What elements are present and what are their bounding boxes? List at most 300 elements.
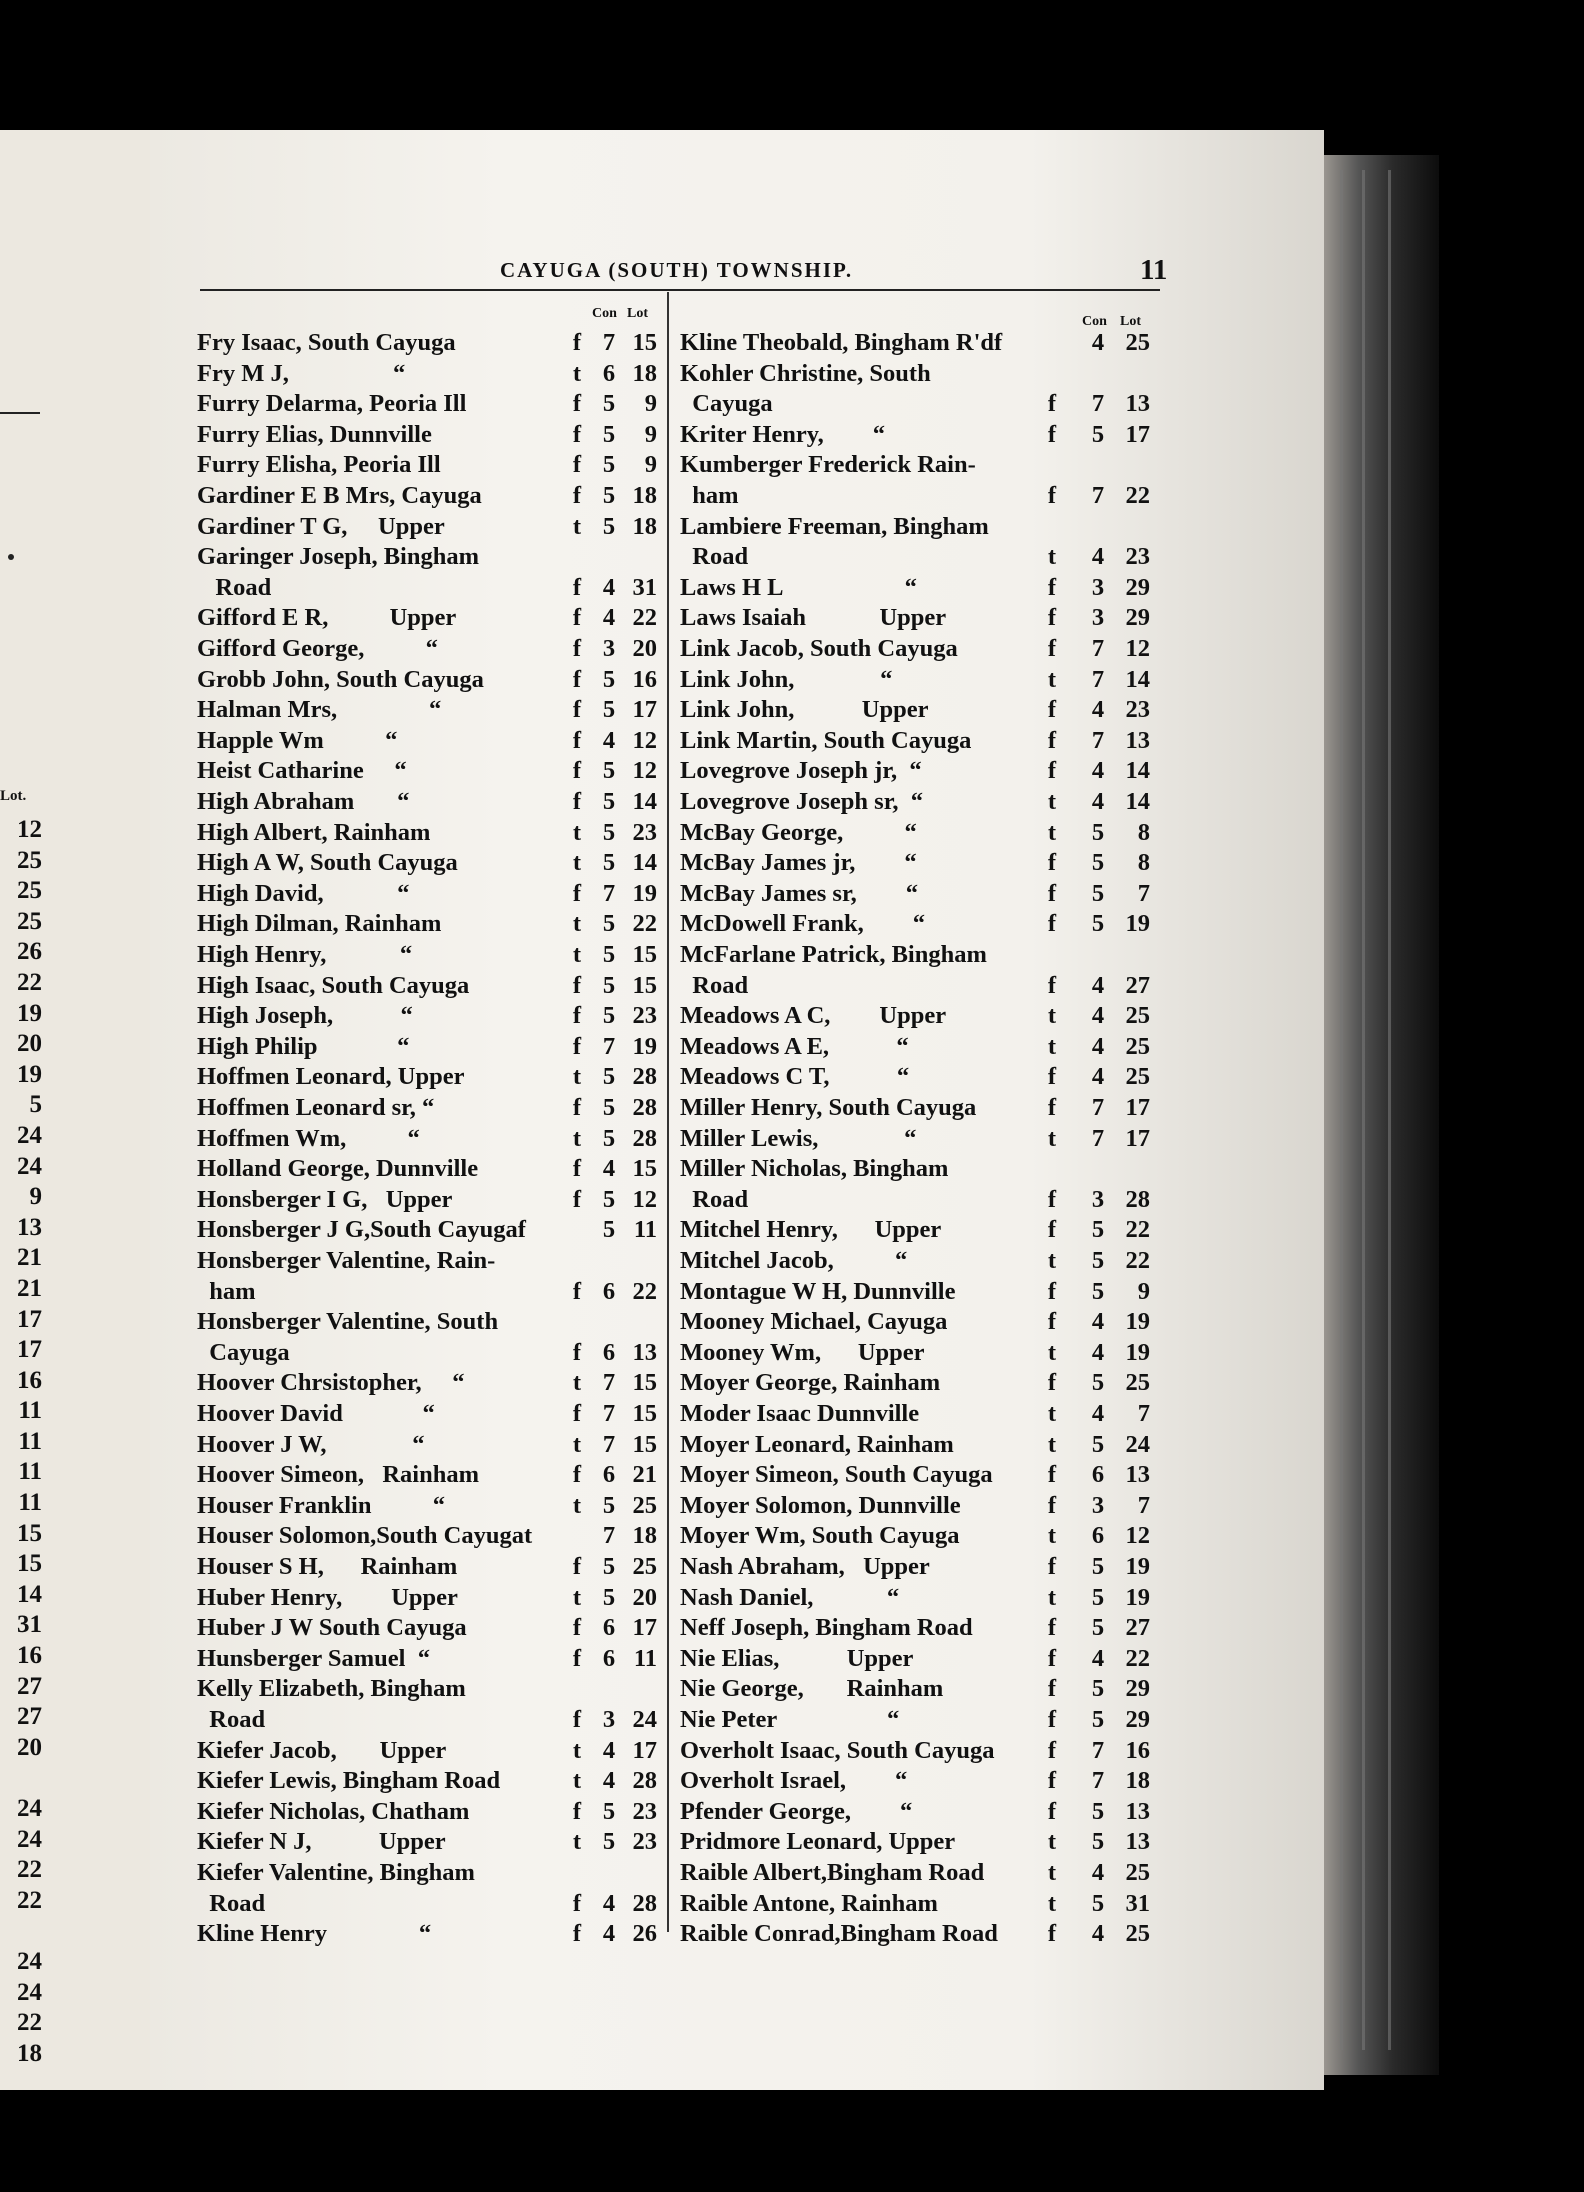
tenure-code: t — [1047, 1828, 1057, 1856]
directory-entry — [197, 1093, 657, 1124]
facing-page-lot-number: 20 — [17, 1733, 42, 1761]
tenure-code: t — [572, 941, 582, 968]
tenure-code: f — [1047, 1308, 1057, 1336]
concession-number: 5 — [602, 1063, 616, 1091]
tenure-code: f — [1047, 1461, 1057, 1489]
tenure-code: t — [1047, 665, 1057, 693]
tenure-code: f — [572, 1002, 582, 1030]
facing-page-lot-number: 21 — [17, 1244, 42, 1272]
entry-name: Raible Conrad,Bingham Road — [680, 1920, 998, 1948]
directory-entry — [680, 450, 1160, 481]
entry-name: Nash Daniel, “ — [680, 1583, 900, 1611]
tenure-code: t — [1047, 818, 1057, 846]
entry-name: Lambiere Freeman, Bingham — [680, 512, 989, 540]
lot-number: 19 — [1125, 1338, 1150, 1366]
directory-entry — [680, 787, 1160, 818]
tenure-code: f — [572, 1032, 582, 1060]
entry-name: High Dilman, Rainham — [197, 910, 442, 938]
tenure-code: t — [572, 1124, 582, 1152]
lot-number: 23 — [1125, 696, 1150, 724]
entry-name: Moyer George, Rainham — [680, 1369, 941, 1397]
entry-name: Laws H L “ — [680, 573, 917, 601]
concession-number: 5 — [1091, 1889, 1105, 1917]
tenure-code: f — [1047, 879, 1057, 907]
concession-number: 6 — [1091, 1522, 1105, 1550]
directory-entry — [197, 1613, 657, 1644]
lot-number: 17 — [1125, 1124, 1150, 1152]
lot-number: 22 — [632, 1277, 657, 1305]
tenure-code: f — [1047, 1797, 1057, 1825]
facing-page-lot-number: 16 — [17, 1366, 42, 1394]
tenure-code: t — [572, 849, 582, 877]
concession-number: 4 — [602, 1736, 616, 1764]
entry-name: Furry Elisha, Peoria Ill — [197, 451, 441, 479]
entry-name: Cayuga — [680, 390, 773, 418]
facing-page-lot-number: 25 — [17, 877, 42, 905]
lot-number: 18 — [632, 1522, 657, 1550]
tenure-code: f — [1047, 1094, 1057, 1121]
entry-name: Overholt Isaac, South Cayuga — [680, 1736, 995, 1764]
lot-number: 29 — [1125, 604, 1150, 632]
lot-number: 15 — [632, 329, 657, 356]
facing-page-lot-number: 24 — [17, 1825, 42, 1853]
lot-number: 14 — [1125, 757, 1150, 785]
lot-number: 9 — [1137, 1277, 1150, 1305]
header-rule — [200, 289, 1160, 291]
concession-number: 5 — [1091, 1216, 1105, 1244]
entry-name: Moyer Simeon, South Cayuga — [680, 1461, 993, 1489]
lot-number: 15 — [632, 1430, 657, 1458]
facing-page-lot-number: 24 — [17, 1978, 42, 2006]
lot-number: 14 — [1125, 665, 1150, 693]
concession-number: 5 — [1091, 1553, 1105, 1580]
tenure-code: f — [572, 971, 582, 999]
facing-page-lot-number: 15 — [17, 1519, 42, 1547]
tenure-code: f — [572, 1277, 582, 1305]
lot-number: 26 — [632, 1920, 657, 1948]
directory-entry — [197, 1583, 657, 1614]
tenure-code: f — [572, 451, 582, 479]
entry-name: Happle Wm “ — [197, 726, 398, 754]
directory-entry — [197, 756, 657, 787]
concession-number: 5 — [602, 910, 616, 938]
lot-number: 7 — [1137, 879, 1150, 907]
tenure-code: f — [1047, 1614, 1057, 1642]
facing-page-lot-number: 21 — [17, 1274, 42, 1302]
directory-entry — [197, 1430, 657, 1461]
lot-header: Lot — [1120, 314, 1141, 329]
concession-number: 6 — [602, 1644, 616, 1672]
concession-number: 4 — [1091, 1400, 1105, 1427]
concession-number: 4 — [1091, 543, 1105, 571]
entry-name: McBay James jr, “ — [680, 849, 917, 877]
entry-name: Hoffmen Wm, “ — [197, 1124, 420, 1152]
concession-number: 4 — [602, 1920, 616, 1948]
concession-number: 3 — [602, 1706, 616, 1733]
entry-name: Huber J W South Cayuga — [197, 1614, 467, 1642]
entry-name: Link Jacob, South Cayuga — [680, 635, 958, 662]
lot-number: 22 — [1125, 1216, 1150, 1244]
tenure-code: f — [572, 390, 582, 418]
lot-number: 22 — [632, 604, 657, 632]
entry-name: Furry Elias, Dunnville — [197, 420, 432, 448]
tenure-code: f — [572, 604, 582, 632]
directory-entry — [680, 1093, 1160, 1124]
tenure-code: t — [1047, 1247, 1057, 1274]
lot-number: 9 — [644, 390, 657, 418]
concession-number: 5 — [602, 971, 616, 999]
facing-page-lot-number: 15 — [17, 1550, 42, 1578]
entry-name: ham — [680, 482, 739, 509]
directory-entry — [197, 1889, 657, 1920]
entry-name: Fry Isaac, South Cayuga — [197, 329, 456, 356]
directory-entry — [197, 1521, 657, 1552]
tenure-code: f — [1047, 420, 1057, 448]
lot-number: 23 — [632, 1828, 657, 1856]
facing-page-dot — [8, 554, 14, 560]
entry-name: Pridmore Leonard, Upper — [680, 1828, 956, 1856]
lot-number: 28 — [632, 1063, 657, 1091]
directory-entry — [197, 634, 657, 665]
directory-entry — [680, 1430, 1160, 1461]
lot-number: 28 — [632, 1767, 657, 1795]
concession-number: 7 — [602, 1369, 616, 1397]
concession-number: 5 — [602, 512, 616, 540]
entry-name: Miller Lewis, “ — [680, 1124, 917, 1152]
concession-number: 5 — [602, 1094, 616, 1121]
directory-entry — [680, 1062, 1160, 1093]
directory-entry — [197, 1246, 657, 1277]
facing-page-lot-number: 27 — [17, 1672, 42, 1700]
directory-entry — [680, 1705, 1160, 1736]
directory-entry — [197, 1674, 657, 1705]
entry-name: McBay James sr, “ — [680, 879, 918, 907]
facing-page-lot-number: 24 — [17, 1152, 42, 1180]
directory-entry — [680, 879, 1160, 910]
entry-name: Pfender George, “ — [680, 1797, 913, 1825]
facing-page-lot-number — [0, 1763, 42, 1794]
concession-number: 6 — [602, 1338, 616, 1366]
facing-page-lot-number: 24 — [17, 1121, 42, 1149]
spine-edge-line — [1340, 170, 1343, 2050]
concession-number: 7 — [602, 879, 616, 907]
entry-name: Fry M J, “ — [197, 359, 406, 387]
directory-entry — [197, 1827, 657, 1858]
tenure-code: t — [572, 1767, 582, 1795]
directory-entry — [197, 1858, 657, 1889]
directory-entry — [680, 1124, 1160, 1155]
entry-name: Meadows A E, “ — [680, 1032, 909, 1060]
lot-number: 9 — [644, 420, 657, 448]
lot-number: 25 — [1125, 1063, 1150, 1091]
concession-number: 4 — [1091, 1063, 1105, 1091]
entry-name: Honsberger Valentine, South — [197, 1308, 499, 1336]
concession-number: 6 — [1091, 1461, 1105, 1489]
directory-entry — [680, 848, 1160, 879]
concession-number: 7 — [602, 1400, 616, 1427]
entry-name: Hoover J W, “ — [197, 1430, 425, 1458]
directory-entry — [197, 971, 657, 1002]
entry-name: Holland George, Dunnville — [197, 1155, 479, 1183]
lot-number: 11 — [633, 1216, 657, 1244]
lot-number: 28 — [632, 1124, 657, 1152]
lot-number: 19 — [1125, 1308, 1150, 1336]
directory-entry — [680, 542, 1160, 573]
concession-number: 6 — [602, 1614, 616, 1642]
entry-name: Hoover Simeon, Rainham — [197, 1461, 479, 1489]
entry-name: High Albert, Rainham — [197, 818, 431, 846]
directory-entry — [680, 1613, 1160, 1644]
directory-entry — [680, 1583, 1160, 1614]
tenure-code: t — [1047, 1859, 1057, 1886]
concession-number: 4 — [602, 604, 616, 632]
directory-entry — [197, 1552, 657, 1583]
directory-entry — [197, 1919, 657, 1950]
facing-page-lot-number: 16 — [17, 1642, 42, 1670]
facing-page-lot-number: 22 — [17, 968, 42, 996]
directory-entry — [197, 389, 657, 420]
concession-number: 6 — [602, 359, 616, 387]
facing-page-lot-number: 14 — [17, 1580, 42, 1608]
directory-entry — [197, 1705, 657, 1736]
lot-number: 19 — [1125, 1583, 1150, 1611]
facing-page-lot-number: 24 — [17, 1795, 42, 1822]
directory-entry — [680, 1797, 1160, 1828]
concession-number: 5 — [602, 788, 616, 815]
tenure-code: t — [572, 1736, 582, 1764]
directory-entry — [680, 420, 1160, 451]
concession-number: 7 — [602, 329, 616, 356]
tenure-code: f — [572, 1614, 582, 1642]
entry-name: Nie George, Rainham — [680, 1675, 944, 1703]
directory-entry — [680, 1185, 1160, 1216]
lot-number: 12 — [632, 757, 657, 785]
entry-name: Halman Mrs, “ — [197, 696, 442, 724]
concession-number: 7 — [1091, 390, 1105, 418]
concession-number: 7 — [1091, 665, 1105, 693]
con-header: Con — [1082, 314, 1107, 329]
directory-entry — [680, 573, 1160, 604]
directory-entry — [197, 359, 657, 390]
tenure-code: f — [1047, 1277, 1057, 1305]
concession-number: 7 — [1091, 1767, 1105, 1795]
tenure-code: t — [572, 1369, 582, 1397]
entry-name: Moyer Solomon, Dunnville — [680, 1491, 961, 1519]
entry-name: Road — [680, 971, 749, 999]
lot-number: 15 — [632, 1155, 657, 1183]
lot-number: 20 — [632, 635, 657, 662]
entry-name: Mooney Wm, Upper — [680, 1338, 925, 1366]
concession-number: 5 — [602, 420, 616, 448]
lot-number: 8 — [1137, 849, 1150, 877]
directory-entry — [197, 603, 657, 634]
lot-number: 19 — [632, 879, 657, 907]
tenure-code: t — [1047, 1124, 1057, 1152]
tenure-code: f — [1047, 1369, 1057, 1397]
tenure-code: f — [572, 1185, 582, 1213]
facing-page-rule — [0, 412, 40, 414]
page-title: CAYUGA (SOUTH) TOWNSHIP. — [500, 258, 854, 282]
directory-entry — [197, 1124, 657, 1155]
concession-number: 3 — [602, 635, 616, 662]
concession-number: 7 — [1091, 482, 1105, 509]
facing-page-lot-numbers — [0, 815, 42, 2069]
directory-entry — [197, 1215, 657, 1246]
directory-entry — [197, 1032, 657, 1063]
lot-number: 13 — [632, 1338, 657, 1366]
concession-number: 5 — [602, 482, 616, 509]
concession-number: 5 — [1091, 1675, 1105, 1703]
lot-number: 23 — [632, 1797, 657, 1825]
lot-number: 27 — [1125, 1614, 1150, 1642]
concession-number: 7 — [1091, 726, 1105, 754]
lot-number: 28 — [1125, 1185, 1150, 1213]
lot-number: 25 — [1125, 1002, 1150, 1030]
tenure-code: f — [1047, 1920, 1057, 1948]
entry-name: Kiefer N J, Upper — [197, 1828, 446, 1856]
tenure-code: f — [1047, 1063, 1057, 1091]
lot-number: 15 — [632, 941, 657, 968]
directory-entry — [197, 1062, 657, 1093]
lot-number: 25 — [1125, 329, 1150, 356]
lot-number: 25 — [632, 1553, 657, 1580]
directory-entry — [680, 1766, 1160, 1797]
lot-number: 18 — [632, 482, 657, 509]
directory-entry — [197, 1766, 657, 1797]
tenure-code: f — [1047, 1553, 1057, 1580]
lot-number: 13 — [1125, 1797, 1150, 1825]
entry-name: Miller Henry, South Cayuga — [680, 1094, 977, 1121]
lot-number: 25 — [1125, 1032, 1150, 1060]
facing-page-lot-number: 24 — [17, 1947, 42, 1975]
tenure-code: f — [1047, 1644, 1057, 1672]
directory-entry — [680, 1368, 1160, 1399]
directory-entry — [197, 1368, 657, 1399]
entry-name: Heist Catharine “ — [197, 757, 407, 785]
entry-name: Grobb John, South Cayuga — [197, 665, 484, 693]
lot-number: 12 — [1125, 635, 1150, 662]
concession-number: 4 — [1091, 1920, 1105, 1948]
tenure-code: f — [572, 1706, 582, 1733]
lot-number: 24 — [632, 1706, 657, 1733]
lot-number: 16 — [632, 665, 657, 693]
tenure-code: t — [572, 1491, 582, 1519]
concession-number: 5 — [1091, 1614, 1105, 1642]
concession-number: 5 — [1091, 1583, 1105, 1611]
tenure-code: f — [572, 665, 582, 693]
lot-number: 20 — [632, 1583, 657, 1611]
lot-number: 22 — [1125, 1644, 1150, 1672]
entry-name: High Joseph, “ — [197, 1002, 413, 1030]
directory-entry — [197, 879, 657, 910]
entry-name: High Philip “ — [197, 1032, 410, 1060]
tenure-code: f — [572, 1338, 582, 1366]
tenure-code: f — [1047, 910, 1057, 938]
directory-entry — [680, 695, 1160, 726]
entry-name: Garinger Joseph, Bingham — [197, 543, 480, 571]
tenure-code: t — [572, 1430, 582, 1458]
tenure-code: t — [1047, 1032, 1057, 1060]
concession-number: 5 — [602, 1185, 616, 1213]
lot-number: 25 — [1125, 1859, 1150, 1886]
tenure-code: f — [572, 1155, 582, 1183]
concession-number: 5 — [1091, 849, 1105, 877]
entry-name: Hoover David “ — [197, 1400, 435, 1427]
directory-entry — [197, 1644, 657, 1675]
concession-number: 7 — [1091, 1736, 1105, 1764]
tenure-code: f — [572, 573, 582, 601]
entry-name: Hoffmen Leonard, Upper — [197, 1063, 465, 1091]
tenure-code: f — [1047, 849, 1057, 877]
tenure-code: f — [572, 482, 582, 509]
tenure-code: t — [1047, 788, 1057, 815]
tenure-code: t — [1047, 1430, 1057, 1458]
facing-page-lot-number: 5 — [29, 1091, 42, 1119]
entry-name: Meadows A C, Upper — [680, 1002, 947, 1030]
entry-name: High Henry, “ — [197, 941, 413, 968]
lot-number: 18 — [1125, 1767, 1150, 1795]
concession-number: 7 — [1091, 635, 1105, 662]
entry-name: McFarlane Patrick, Bingham — [680, 941, 987, 968]
entry-name: High Isaac, South Cayuga — [197, 971, 470, 999]
directory-entry — [680, 1338, 1160, 1369]
lot-number: 28 — [632, 1094, 657, 1121]
facing-page-lot-number: 13 — [17, 1213, 42, 1241]
facing-page-lot-number: 12 — [17, 816, 42, 843]
directory-entry — [197, 695, 657, 726]
facing-page-lot-number: 11 — [18, 1458, 42, 1486]
concession-number: 4 — [1091, 757, 1105, 785]
entry-name: Moder Isaac Dunnville — [680, 1400, 920, 1427]
entry-name: ham — [197, 1277, 256, 1305]
lot-number: 18 — [632, 512, 657, 540]
directory-entry — [197, 1154, 657, 1185]
directory-entry — [197, 1491, 657, 1522]
tenure-code: f — [572, 1400, 582, 1427]
directory-entry — [197, 787, 657, 818]
concession-number: 5 — [1091, 1828, 1105, 1856]
tenure-code: f — [572, 726, 582, 754]
lot-number: 15 — [632, 971, 657, 999]
entry-name: Neff Joseph, Bingham Road — [680, 1614, 973, 1642]
directory-entry — [197, 818, 657, 849]
entry-name: Road — [197, 1706, 266, 1733]
lot-number: 14 — [1125, 788, 1150, 815]
directory-entry — [680, 1674, 1160, 1705]
lot-number: 9 — [644, 451, 657, 479]
concession-number: 5 — [1091, 1430, 1105, 1458]
tenure-code: f — [1047, 604, 1057, 632]
facing-page-lot-number: 17 — [17, 1336, 42, 1364]
concession-number: 5 — [602, 849, 616, 877]
concession-number: 4 — [1091, 329, 1105, 356]
directory-entry — [680, 756, 1160, 787]
directory-entry — [197, 1736, 657, 1767]
entry-name: Moyer Leonard, Rainham — [680, 1430, 954, 1458]
facing-page-lot-number: 25 — [17, 846, 42, 874]
lot-number: 12 — [632, 1185, 657, 1213]
concession-number: 3 — [1091, 604, 1105, 632]
entry-name: Gifford George, “ — [197, 635, 438, 662]
directory-entry — [197, 1399, 657, 1430]
tenure-code: t — [1047, 1583, 1057, 1611]
concession-number: 4 — [602, 573, 616, 601]
tenure-code: f — [572, 788, 582, 815]
lot-number: 15 — [632, 1369, 657, 1397]
lot-number: 12 — [1125, 1522, 1150, 1550]
entry-name: Nie Elias, Upper — [680, 1644, 914, 1672]
directory-entry — [197, 573, 657, 604]
